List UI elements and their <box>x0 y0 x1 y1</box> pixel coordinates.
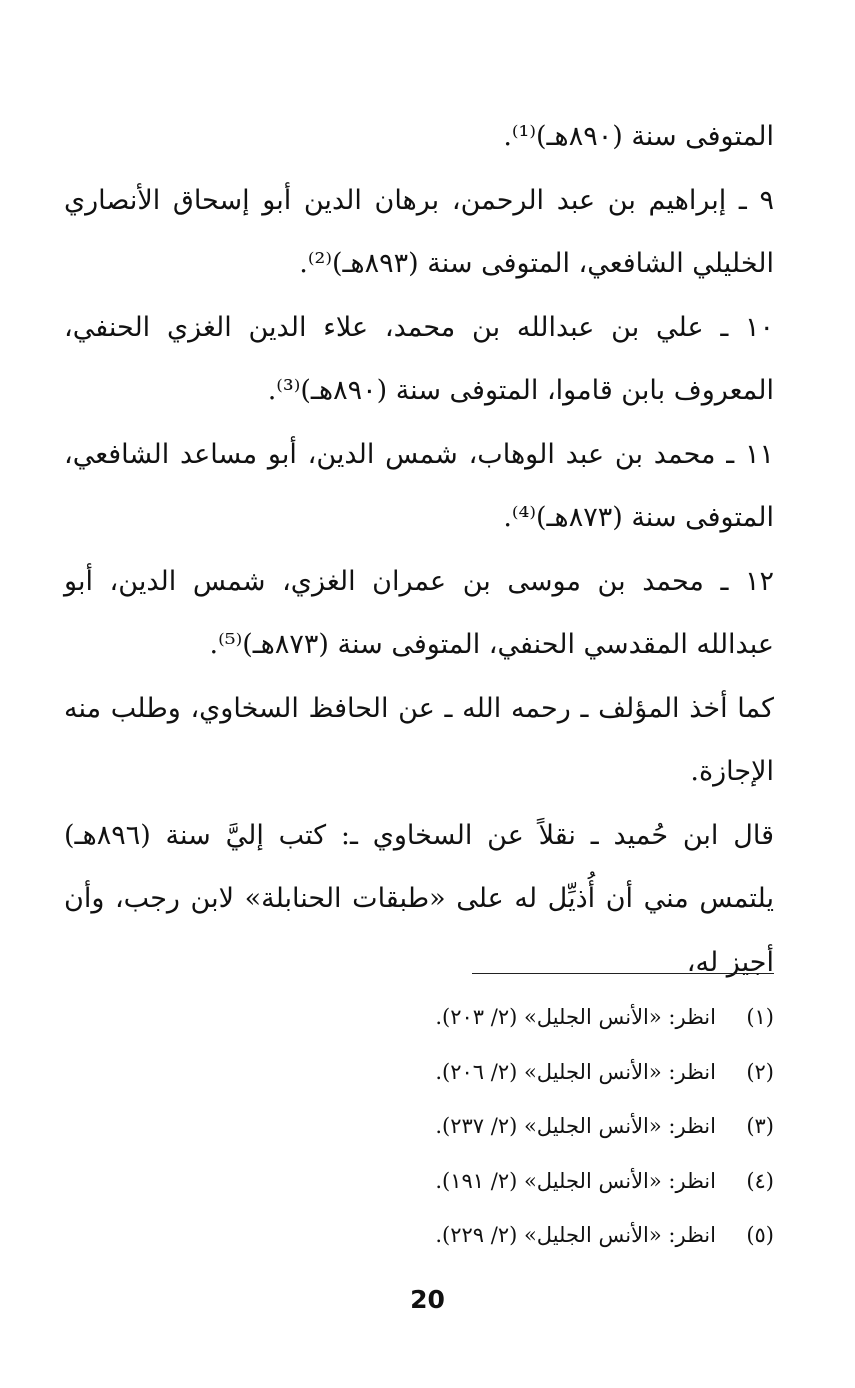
paragraph-item-12: ١٢ ـ محمد بن موسى بن عمران الغزي، شمس الدين، أبو عبدالله المقدسي الحنفي، المتوفى سنة (٨٧٣هـ)⁽⁵⁾. <box>64 565 774 660</box>
footnotes <box>64 990 774 1263</box>
paragraph-continuation: المتوفى سنة (٨٩٠هـ)⁽¹⁾. <box>503 121 774 152</box>
footnote-number: (٤) <box>746 1168 774 1193</box>
footnote-text: انظر: «الأنس الجليل» (٢/ ٢٣٧). <box>435 1114 716 1138</box>
footnote-separator <box>472 973 774 974</box>
footnote-item <box>64 1154 774 1209</box>
footnote-text: انظر: «الأنس الجليل» (٢/ ١٩١). <box>435 1168 716 1193</box>
page-number: 20 <box>410 1285 445 1314</box>
paragraph-item-11: ١١ ـ محمد بن عبد الوهاب، شمس الدين، أبو مساعد الشافعي، المتوفى سنة (٨٧٣هـ)⁽⁴⁾. <box>64 438 774 533</box>
footnote-item <box>64 990 774 1045</box>
paragraph-ibn-humaid-quote: قال ابن حُميد ـ نقلاً عن السخاوي ـ: كتب إليَّ سنة (٨٩٦هـ) يلتمس مني أن أُذيِّل له على «طبقات الحنابلة» لابن رجب، وأن أجيز له، <box>64 819 774 978</box>
footnote-item <box>64 1208 774 1263</box>
footnote-text: انظر: «الأنس الجليل» (٢/ ٢٢٩). <box>435 1223 716 1247</box>
footnote-number: (٣) <box>746 1114 774 1138</box>
footnote-text: انظر: «الأنس الجليل» (٢/ ٢٠٦). <box>435 1059 716 1084</box>
main-text <box>64 105 774 994</box>
footnote-number: (٢) <box>746 1059 774 1084</box>
footnote-text: انظر: «الأنس الجليل» (٢/ ٢٠٣). <box>435 1005 716 1029</box>
paragraph-item-10: ١٠ ـ علي بن عبدالله بن محمد، علاء الدين الغزي الحنفي، المعروف بابن قاموا، المتوفى سنة (٨٩٠هـ)⁽³⁾. <box>64 311 774 406</box>
footnote-item <box>64 1099 774 1154</box>
paragraph-sakhawi: كما أخذ المؤلف ـ رحمه الله ـ عن الحافظ السخاوي، وطلب منه الإجازة. <box>64 692 774 787</box>
footnote-item <box>64 1045 774 1100</box>
footnote-number: (١) <box>746 1005 774 1029</box>
footnote-number: (٥) <box>746 1223 774 1247</box>
paragraph-item-9: ٩ ـ إبراهيم بن عبد الرحمن، برهان الدين أبو إسحاق الأنصاري الخليلي الشافعي، المتوفى سنة (٨٩٣هـ)⁽²⁾. <box>64 184 774 279</box>
